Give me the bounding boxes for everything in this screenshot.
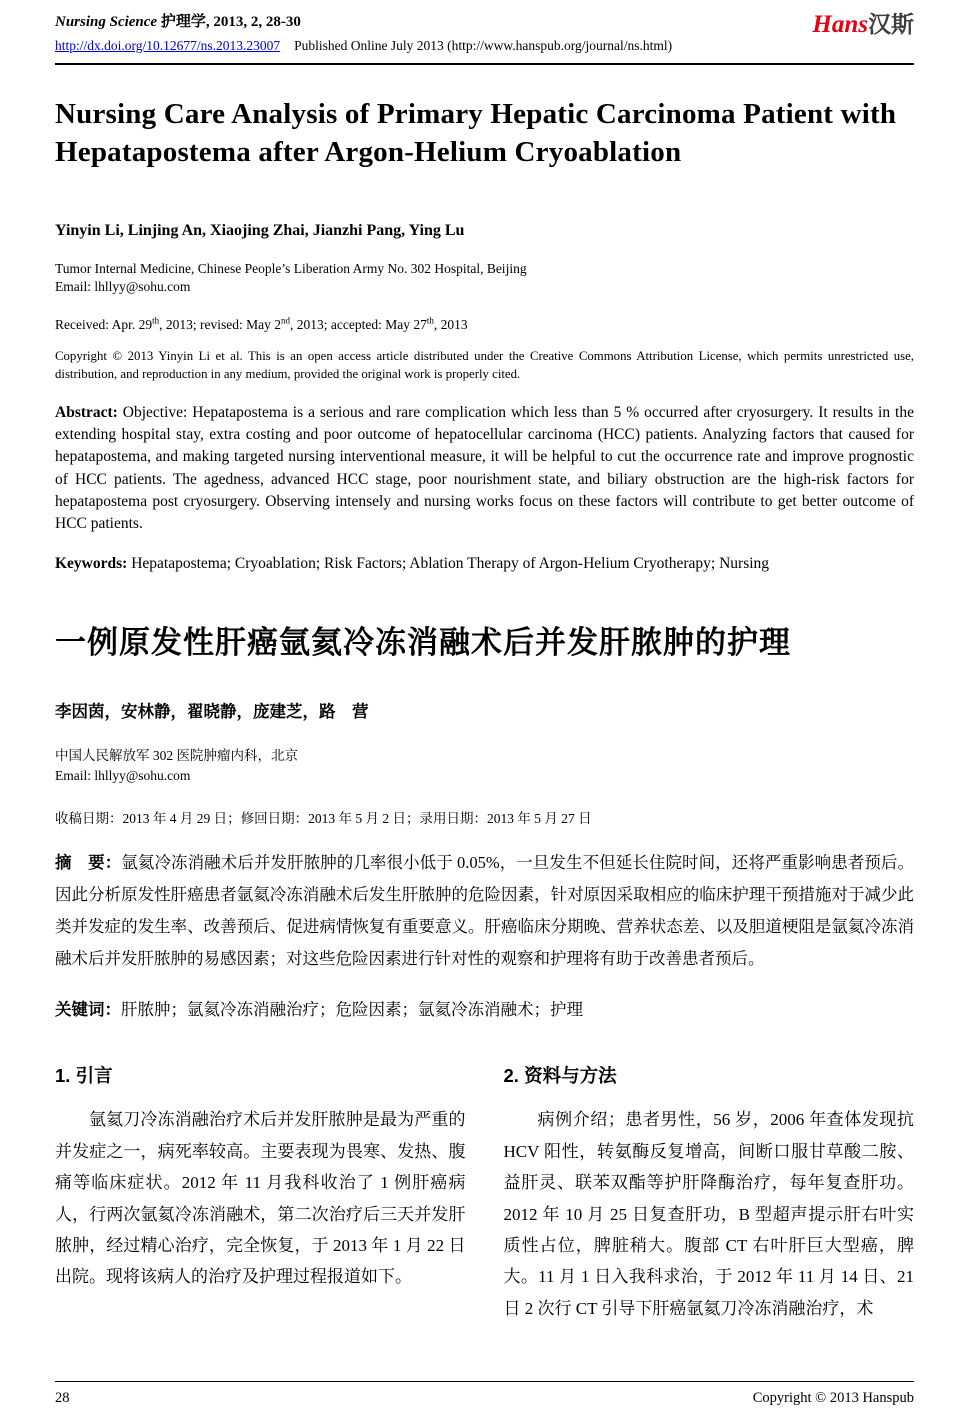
hans-logo: [812, 12, 914, 37]
footer-page-number: 28: [55, 1390, 70, 1406]
page-footer: [55, 1381, 914, 1407]
column-right: [504, 1062, 915, 1324]
received-part: , 2013; revised: May 2: [159, 317, 281, 333]
received-part: Received: Apr. 29: [55, 317, 153, 333]
section-body-intro: 氩氦刀冷冻消融治疗术后并发肝脓肿是最为严重的并发症之一，病死率较高。主要表现为畏寒、发热、腹痛等临床症状。2012 年 11 月我科收治了 1 例肝癌病人，行两次氩氦冷冻消融术，第二次治疗后三天并发肝脓肿，经过精心治疗，完全恢复，于 2013 年 1 月 22 日出院。现将该病人的治疗及护理过程报道如下。: [55, 1110, 466, 1287]
received-superscript: th: [426, 315, 434, 326]
column-left: [55, 1062, 466, 1324]
abstract-label-cn: 摘 要：: [55, 853, 122, 872]
published-text: Published Online July 2013 (http://www.hanspub.org/journal/ns.html): [294, 38, 673, 53]
doi-line: [55, 38, 672, 54]
paper-title-cn: 一例原发性肝癌氩氦冷冻消融术后并发肝脓肿的护理: [55, 625, 791, 661]
section-heading-methods: 2. 资料与方法: [503, 1065, 617, 1087]
received-superscript: nd: [280, 315, 290, 326]
received-line: [55, 317, 914, 333]
footer-copyright: Copyright © 2013 Hanspub: [752, 1390, 914, 1406]
dates-cn: 收稿日期：2013 年 4 月 29 日；修回日期：2013 年 5 月 2 日；录用日期：2013 年 5 月 27 日: [55, 810, 592, 826]
abstract-label-en: Abstract:: [55, 404, 118, 422]
authors-cn: 李因茵，安林静，翟晓静，庞建芝，路 营: [55, 702, 369, 722]
journal-line: [55, 10, 672, 31]
keywords-cn: [55, 996, 914, 1020]
section-body-methods: 病例介绍；患者男性，56 岁，2006 年查体发现抗 HCV 阳性，转氨酶反复增高，间断口服甘草酸二胺、益肝灵、联苯双酯等护肝降酶治疗，每年复查肝功。2012 年 10 月 25 日复查肝功，B 型超声提示肝右叶实质性占位，脾脏稍大。腹部 CT 右叶肝巨大型癌，脾大。11 月 1 日入我科求治，于 2012 年 11 月 14 日、21 日 2 次行 CT 引导下肝癌氩氦刀冷冻消融治疗，术: [503, 1110, 914, 1318]
keywords-text-en: Hepatapostema; Cryoablation; Risk Factors; Ablation Therapy of Argon-Helium Cryotherapy; Nursing: [127, 555, 770, 573]
affiliation-block-en: [55, 260, 914, 298]
keywords-text-cn: 肝脓肿；氩氦冷冻消融治疗；危险因素；氩氦冷冻消融术；护理: [121, 1000, 583, 1020]
affiliation-en: Tumor Internal Medicine, Chinese People’s Liberation Army No. 302 Hospital, Beijing: [55, 260, 527, 276]
authors-en: Yinyin Li, Linjing An, Xiaojing Zhai, Jianzhi Pang, Ying Lu: [55, 221, 465, 239]
email-en: Email: lhllyy@sohu.com: [55, 279, 191, 295]
affiliation-cn: 中国人民解放军 302 医院肿瘤内科，北京: [55, 748, 298, 764]
journal-name-en: Nursing Science: [55, 14, 158, 30]
footer-row: [55, 1382, 914, 1407]
journal-issue-info: 护理学, 2013, 2, 28-30: [157, 14, 301, 30]
page-header: [55, 10, 914, 54]
paper-title-en: Nursing Care Analysis of Primary Hepatic Carcinoma Patient with Hepatapostema after Argon-Helium Cryoablation: [55, 98, 897, 169]
abstract-text-en: Objective: Hepatapostema is a serious and rare complication which less than 5 % occurred after cryosurgery. It results in the extending hospital stay, extra costing and poor outcome of hepatocellular carcinoma (HCC) patients. Analyzing factors that caused for hepatapostema, and making targeted nursing interventional measure, it will be helpful to cut the occurrence rate and improve prognostic of HCC patients. The agedness, advanced HCC stage, poor nourishment state, and biliary obstruction are the high-risk factors for hepatapostema post cryosurgery. Observing intensely and nursing works focus on these factors will contribute to get better outcome of HCC patients.: [55, 404, 914, 532]
received-part: , 2013; accepted: May 27: [289, 317, 427, 333]
doi-link[interactable]: http://dx.doi.org/10.12677/ns.2013.23007: [55, 38, 281, 53]
hans-logo-cn-text: 汉斯: [868, 11, 914, 37]
section-heading-intro: 1. 引言: [55, 1065, 113, 1087]
keywords-label-en: Keywords:: [55, 555, 128, 573]
received-part: , 2013: [433, 317, 468, 333]
affiliation-block-cn: [55, 746, 914, 787]
keywords-label-cn: 关键词：: [55, 1001, 121, 1020]
received-superscript: th: [152, 315, 160, 326]
copyright-notice: Copyright © 2013 Yinyin Li et al. This is an open access article distributed under the Creative Commons Attribution License, which permits unrestricted use, distribution, and reproduction in any medium, provided the original work is properly cited.: [55, 349, 914, 382]
header-rule: [55, 63, 914, 65]
email-cn: Email: lhllyy@sohu.com: [55, 768, 191, 784]
abstract-cn: [55, 847, 914, 975]
keywords-en: [55, 555, 914, 573]
abstract-en: [55, 402, 914, 535]
abstract-text-cn: 氩氦冷冻消融术后并发肝脓肿的几率很小低于 0.05%，一旦发生不但延长住院时间，还将严重影响患者预后。因此分析原发性肝癌患者氩氦冷冻消融术后发生肝脓肿的危险因素，针对原因采取相应的临床护理干预措施对于减少此类并发症的发生率、改善预后、促进病情恢复有重要意义。肝癌临床分期晚、营养状态差、以及胆道梗阻是氩氦冷冻消融术后并发肝脓肿的易感因素；对这些危险因素进行针对性的观察和护理将有助于改善患者预后。: [55, 852, 915, 968]
journal-info: [55, 10, 672, 54]
hans-logo-text: Hans: [812, 11, 868, 38]
body-columns: [55, 1062, 914, 1324]
